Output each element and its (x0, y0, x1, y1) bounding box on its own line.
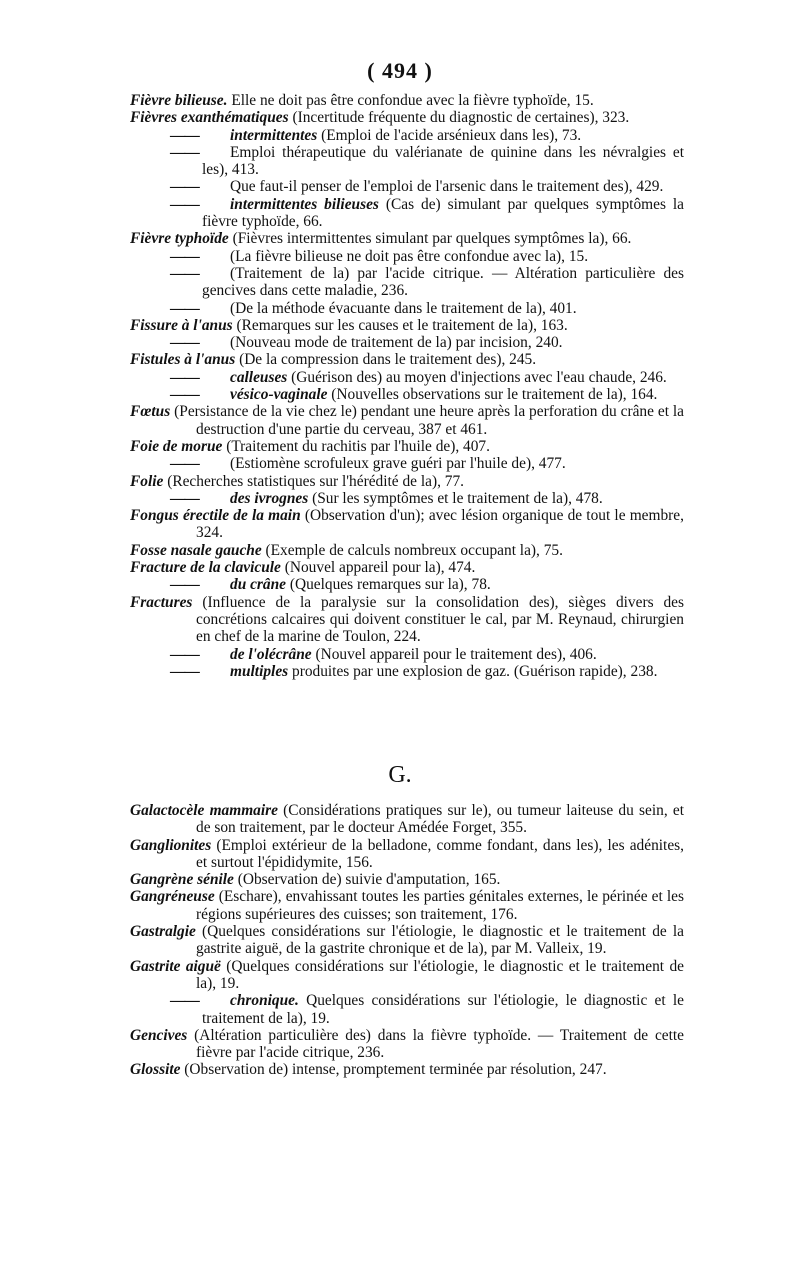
index-entry (130, 1027, 684, 1062)
entry-headword: calleuses (230, 368, 288, 386)
entry-text: (Observation d'un); avec lésion organique de tout le membre, 324. (196, 507, 684, 542)
entry-text: (Estiomène scrofuleux grave guéri par l'huile de), 477. (230, 455, 566, 473)
entry-text: (Influence de la paralysie sur la consolidation des), sièges divers des concrétions calcaires qui doivent constituer le cal, par M. Reynaud, chirurgien en chef de la marine de Toulon, 224. (192, 593, 684, 646)
entry-headword: Fissure à l'anus (130, 316, 233, 334)
entry-headword: Galactocèle mammaire (130, 802, 278, 819)
index-subentry (130, 334, 684, 351)
index-entry (130, 958, 684, 993)
entry-text: (Sur les symptômes et le traitement de la), 478. (308, 489, 603, 507)
index-entry (130, 542, 684, 559)
entry-headword: Foie de morue (130, 437, 223, 455)
entry-text: (Quelques remarques sur la), 78. (286, 576, 491, 594)
index-subentry (130, 663, 684, 680)
entry-text: (De la compression dans le traitement des), 245. (235, 351, 537, 369)
index-entry (130, 1061, 684, 1078)
ditto-dash: —— (170, 299, 199, 317)
entry-headword: Gastralgie (130, 923, 196, 941)
index-section-f (130, 92, 684, 680)
entry-text: (Emploi de l'acide arsénieux dans les), 73. (317, 126, 582, 144)
index-subentry (130, 178, 684, 195)
ditto-dash: —— (170, 576, 199, 594)
ditto-dash: —— (170, 334, 199, 352)
entry-text: (Incertitude fréquente du diagnostic de certaines), 323. (288, 109, 630, 127)
entry-headword: Folie (130, 472, 164, 490)
entry-text: (Considérations pratiques sur le), ou tumeur laiteuse du sein, et de son traitement, par le docteur Amédée Forget, 355. (196, 802, 684, 837)
entry-headword: multiples (230, 662, 289, 680)
ditto-dash: —— (170, 247, 199, 265)
entry-text: (Eschare), envahissant toutes les parties génitales externes, le périnée et les régions supérieures des cuisses; son traitement, 176. (196, 888, 684, 923)
index-subentry (130, 576, 684, 593)
index-section-g (130, 802, 684, 1079)
entry-text: (Traitement de la) par l'acide citrique. — Altération particulière des gencives dans cette maladie, 236. (202, 264, 684, 300)
entry-headword: Fièvre bilieuse. (130, 92, 228, 109)
entry-text: (Exemple de calculs nombreux occupant la), 75. (261, 541, 563, 559)
index-entry (130, 871, 684, 888)
entry-text: Quelques considérations sur l'étiologie, le diagnostic et le traitement de la), 19. (202, 992, 684, 1027)
entry-text: (Observation de) suivie d'amputation, 165. (233, 871, 501, 889)
ditto-dash: —— (170, 386, 199, 404)
index-subentry (130, 265, 684, 300)
index-subentry (130, 386, 684, 403)
index-subentry (130, 144, 684, 179)
index-entry (130, 403, 684, 438)
entry-headword: Fracture de la clavicule (130, 559, 281, 577)
entry-text: (Nouveau mode de traitement de la) par incision, 240. (230, 334, 563, 352)
index-entry (130, 559, 684, 576)
entry-headword: chronique. (230, 992, 299, 1010)
ditto-dash: —— (170, 143, 199, 161)
entry-headword: intermittentes (230, 126, 318, 144)
entry-headword: Gangréneuse (130, 888, 215, 906)
ditto-dash: —— (170, 195, 199, 213)
ditto-dash: —— (170, 489, 199, 507)
index-entry (130, 923, 684, 958)
entry-headword: Fistules à l'anus (130, 351, 236, 369)
ditto-dash: —— (170, 645, 199, 663)
entry-headword: des ivrognes (230, 489, 309, 507)
entry-headword: de l'olécrâne (230, 645, 312, 663)
ditto-dash: —— (170, 662, 199, 680)
entry-text: (Nouvelles observations sur le traitement de la), 164. (327, 386, 658, 404)
entry-text: (Guérison des) au moyen d'injections avec l'eau chaude, 246. (287, 368, 667, 386)
entry-headword: Fractures (130, 593, 193, 611)
index-entry (130, 473, 684, 490)
entry-text: (Traitement du rachitis par l'huile de), 407. (222, 437, 490, 455)
entry-headword: du crâne (230, 576, 287, 594)
entry-text: (Quelques considérations sur l'étiologie, le diagnostic et le traitement de la gastrite aiguë, de la gastrite chronique et de la), par M. Valleix, 19. (195, 923, 684, 958)
entry-text: (Nouvel appareil pour la), 474. (280, 559, 476, 577)
index-subentry (130, 300, 684, 317)
index-entry (130, 594, 684, 646)
ditto-dash: —— (170, 992, 199, 1010)
entry-headword: Ganglionites (130, 836, 212, 854)
index-subentry (130, 992, 684, 1027)
entry-text: (Remarques sur les causes et le traitement de la), 163. (232, 316, 568, 334)
ditto-dash: —— (170, 264, 199, 282)
section-letter-heading: G. (388, 762, 412, 788)
index-entry (130, 230, 684, 247)
entry-text: (Persistance de la vie chez le) pendant une heure après la perforation du crâne et la destruction d'une partie du cerveau, 387 et 461. (170, 403, 684, 438)
index-subentry (130, 248, 684, 265)
entry-headword: Fœtus (130, 403, 171, 421)
ditto-dash: —— (170, 455, 199, 473)
entry-headword: vésico-vaginale (230, 386, 328, 404)
index-subentry (130, 490, 684, 507)
ditto-dash: —— (170, 126, 199, 144)
index-entry (130, 507, 684, 542)
entry-text: (Observation de) intense, promptement terminée par résolution, 247. (180, 1061, 607, 1079)
index-subentry (130, 369, 684, 386)
index-subentry (130, 127, 684, 144)
ditto-dash: —— (170, 178, 199, 196)
index-subentry (130, 646, 684, 663)
page-number: ( 494 ) (367, 58, 433, 83)
entry-headword: intermittentes bilieuses (230, 195, 379, 213)
index-entry (130, 351, 684, 368)
entry-text: (La fièvre bilieuse ne doit pas être confondue avec la), 15. (230, 247, 589, 265)
entry-text: (Emploi extérieur de la belladone, comme fondant, dans les), les adénites, et surtout l'épididymite, 156. (196, 836, 684, 871)
index-entry (130, 837, 684, 872)
entry-headword: Gencives (130, 1026, 188, 1044)
index-entry (130, 888, 684, 923)
entry-text: (Recherches statistiques sur l'hérédité de la), 77. (163, 472, 465, 490)
index-entry (130, 438, 684, 455)
entry-headword: Fièvres exanthématiques (130, 109, 289, 127)
index-entry (130, 92, 684, 109)
index-subentry (130, 455, 684, 472)
index-subentry (130, 196, 684, 231)
entry-text: (Cas de) simulant par quelques symptômes la fièvre typhoïde, 66. (202, 195, 685, 231)
entry-text: (De la méthode évacuante dans le traitement de la), 401. (230, 299, 577, 317)
index-entry (130, 109, 684, 126)
entry-text: Elle ne doit pas être confondue avec la fièvre typhoïde, 15. (227, 92, 594, 109)
entry-headword: Fièvre typhoïde (130, 230, 229, 248)
entry-headword: Gangrène sénile (130, 871, 234, 889)
entry-text: produites par une explosion de gaz. (Guérison rapide), 238. (288, 662, 658, 680)
entry-text: (Nouvel appareil pour le traitement des), 406. (311, 645, 597, 663)
ditto-dash: —— (170, 368, 199, 386)
entry-headword: Glossite (130, 1061, 181, 1079)
entry-text: (Altération particulière des) dans la fièvre typhoïde. — Traitement de cette fièvre par l'acide citrique, 236. (187, 1026, 684, 1062)
entry-text: Que faut-il penser de l'emploi de l'arsenic dans le traitement des), 429. (230, 178, 664, 196)
entry-text: Emploi thérapeutique du valérianate de quinine dans les névralgies et les), 413. (202, 143, 684, 179)
entry-headword: Fongus érectile de la main (130, 507, 301, 525)
entry-text: (Quelques considérations sur l'étiologie, le diagnostic et le traitement de la), 19. (196, 957, 684, 992)
entry-headword: Fosse nasale gauche (130, 541, 262, 559)
index-entry (130, 317, 684, 334)
entry-headword: Gastrite aiguë (130, 957, 221, 975)
index-entry (130, 802, 684, 837)
entry-text: (Fièvres intermittentes simulant par quelques symptômes la), 66. (228, 230, 632, 248)
